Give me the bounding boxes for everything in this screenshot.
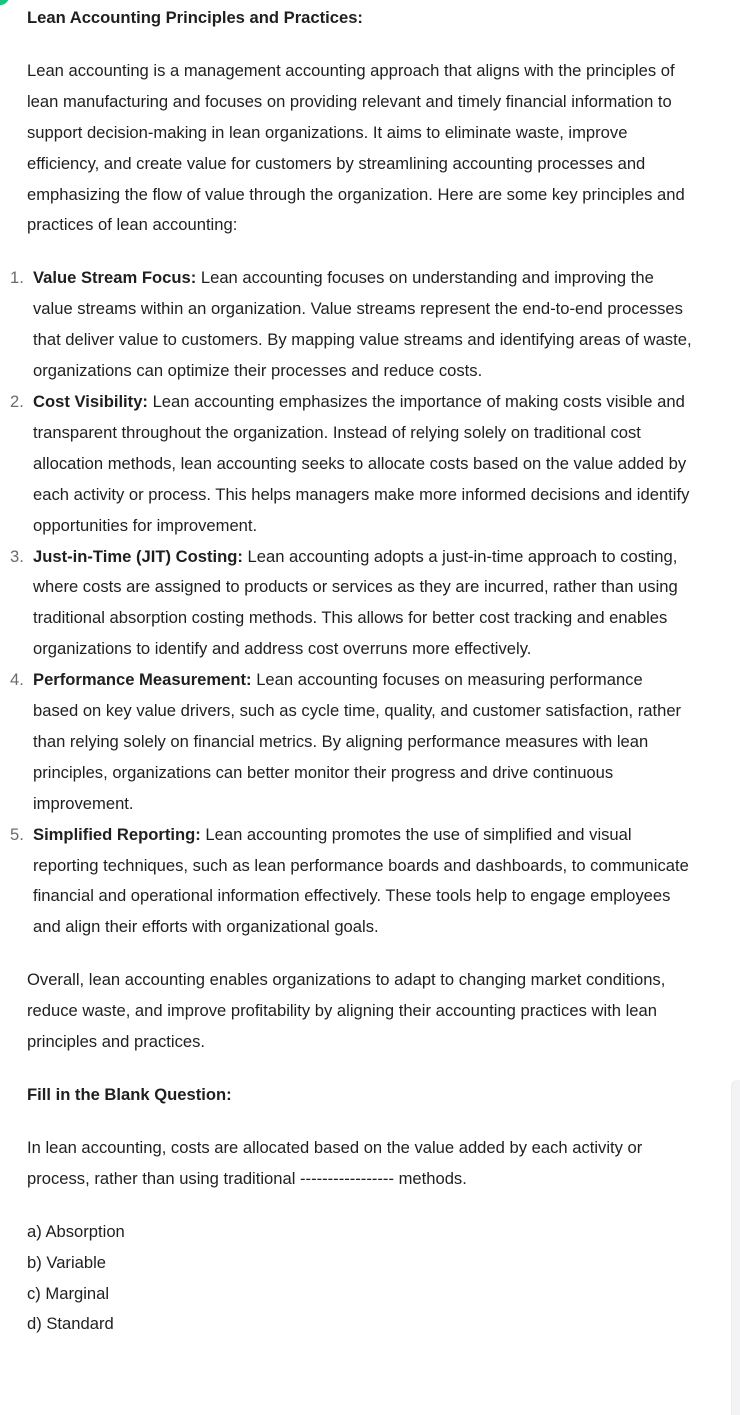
item-text: Lean accounting emphasizes the importance of making costs visible and transparent throughout the organization. Instead of relying solely on traditional cost allocation methods, lean accounting seeks to allocate costs based on the value added by each activity or process. This helps managers make more informed decisions and identify opportunities for improvement. <box>33 391 690 535</box>
item-title: Value Stream Focus: <box>33 268 197 288</box>
option-c: c) Marginal <box>27 1283 110 1303</box>
item-text: Lean accounting promotes the use of simplified and visual reporting techniques, such as lean performance boards and dashboards, to communicate financial and operational information effectively. These tools help to engage employees and align their efforts with organizational goals. <box>33 824 689 937</box>
item-title: Simplified Reporting: <box>33 824 201 844</box>
principles-list <box>10 263 692 943</box>
item-title: Cost Visibility: <box>33 391 148 411</box>
option-d: d) Standard <box>27 1314 114 1334</box>
list-item <box>10 387 692 542</box>
intro-paragraph: Lean accounting is a management accounting approach that aligns with the principles of lean manufacturing and focuses on providing relevant and timely financial information to support decision-making in lean organizations. It aims to eliminate waste, improve efficiency, and create value for customers by streamlining accounting processes and emphasizing the flow of value through the organization. Here are some key principles and practices of lean accounting: <box>27 60 685 235</box>
list-number: 3. <box>10 546 24 566</box>
item-title: Just-in-Time (JIT) Costing: <box>33 546 243 566</box>
answer-options <box>27 1217 692 1341</box>
list-number: 4. <box>10 670 24 690</box>
list-item <box>10 820 692 944</box>
section-heading: Lean Accounting Principles and Practices: <box>27 8 363 27</box>
option-a: a) Absorption <box>27 1221 125 1241</box>
scrollbar[interactable] <box>731 1080 740 1415</box>
assistant-message <box>10 3 692 1340</box>
list-number: 2. <box>10 391 24 411</box>
item-text: Lean accounting focuses on understanding and improving the value streams within an organization. Value streams represent the end-to-end processes that deliver value to customers. By mapping value streams and identifying areas of waste, organizations can optimize their processes and reduce costs. <box>33 268 692 381</box>
list-number: 1. <box>10 268 24 288</box>
item-text: Lean accounting focuses on measuring performance based on key value drivers, such as cycle time, quality, and customer satisfaction, rather than relying solely on financial metrics. By aligning performance measures with lean principles, organizations can better monitor their progress and drive continuous improvement. <box>33 670 682 813</box>
assistant-avatar <box>0 0 9 5</box>
item-title: Performance Measurement: <box>33 670 252 690</box>
question-heading: Fill in the Blank Question: <box>27 1085 232 1104</box>
list-item <box>10 665 692 820</box>
conclusion-paragraph: Overall, lean accounting enables organizations to adapt to changing market conditions, reduce waste, and improve profitability by aligning their accounting practices with lean principles and practices. <box>27 970 666 1052</box>
question-text: In lean accounting, costs are allocated based on the value added by each activity or process, rather than using traditional ----------------- methods. <box>27 1137 643 1188</box>
list-item <box>10 542 692 666</box>
option-b: b) Variable <box>27 1252 107 1272</box>
list-number: 5. <box>10 824 24 844</box>
item-text: Lean accounting adopts a just-in-time approach to costing, where costs are assigned to products or services as they are incurred, rather than using traditional absorption costing methods. This allows for better cost tracking and enables organizations to identify and address cost overruns more effectively. <box>33 546 678 659</box>
list-item <box>10 263 692 387</box>
